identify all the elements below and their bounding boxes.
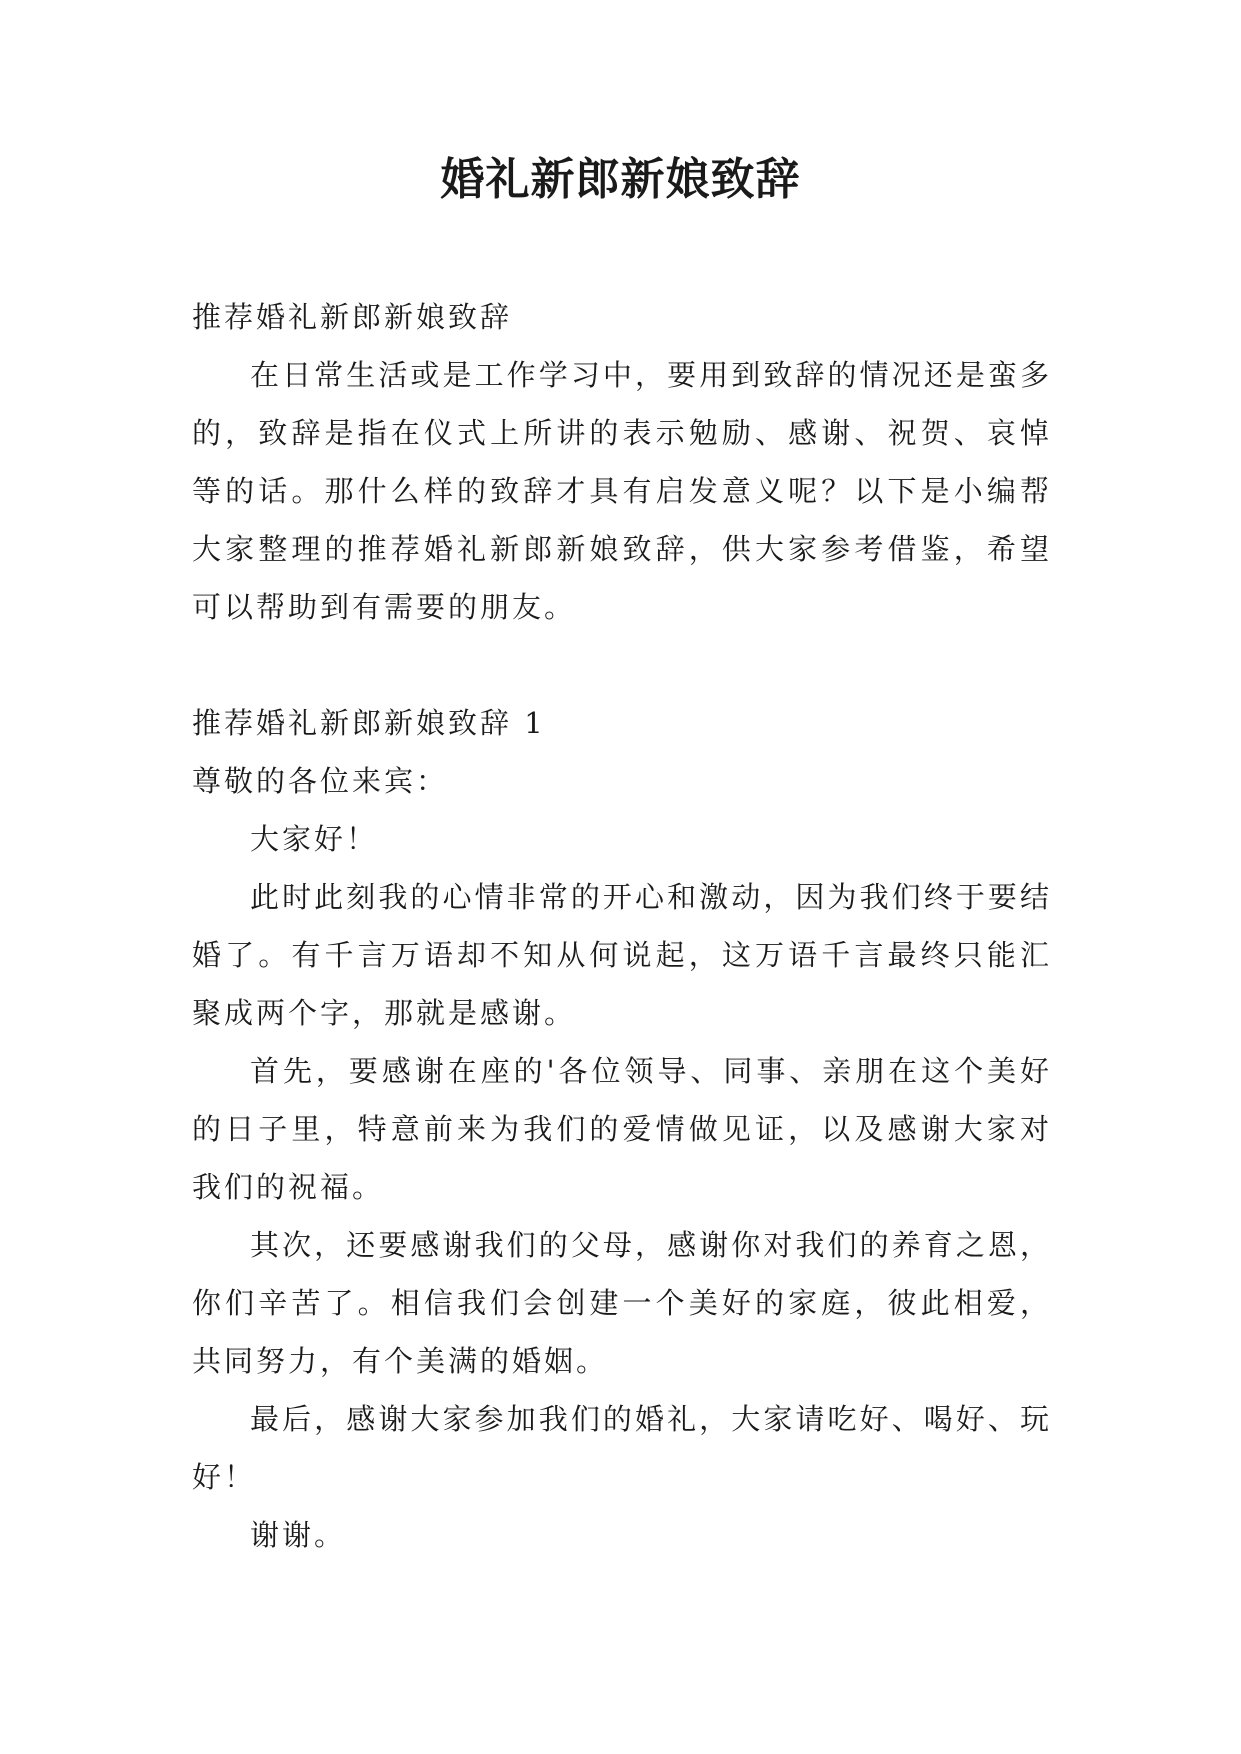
body-paragraph: 首先，要感谢在座的'各位领导、同事、亲朋在这个美好的日子里，特意前来为我们的爱情做见证，以及感谢大家对我们的祝福。: [192, 1054, 1052, 1204]
closing: 谢谢。: [250, 1518, 347, 1552]
salutation: 尊敬的各位来宾：: [192, 764, 449, 798]
body-paragraph: 最后，感谢大家参加我们的婚礼，大家请吃好、喝好、玩好！: [192, 1402, 1052, 1494]
document-title: 婚礼新郎新娘致辞: [440, 154, 801, 205]
intro-paragraph: 在日常生活或是工作学习中，要用到致辞的情况还是蛮多的，致辞是指在仪式上所讲的表示勉励、感谢、祝贺、哀悼等的话。那什么样的致辞才具有启发意义呢？以下是小编帮大家整理的推荐婚礼新郎新娘致辞，供大家参考借鉴，希望可以帮助到有需要的朋友。: [192, 358, 1052, 624]
document-body: [192, 288, 1052, 1564]
body-paragraph: 其次，还要感谢我们的父母，感谢你对我们的养育之恩，你们辛苦了。相信我们会创建一个美好的家庭，彼此相爱，共同努力，有个美满的婚姻。: [192, 1228, 1052, 1378]
section-heading: 推荐婚礼新郎新娘致辞 1: [192, 706, 546, 740]
greeting: 大家好！: [250, 822, 379, 856]
intro-heading: 推荐婚礼新郎新娘致辞: [192, 300, 513, 334]
body-paragraph: 此时此刻我的心情非常的开心和激动，因为我们终于要结婚了。有千言万语却不知从何说起，这万语千言最终只能汇聚成两个字，那就是感谢。: [192, 880, 1052, 1030]
